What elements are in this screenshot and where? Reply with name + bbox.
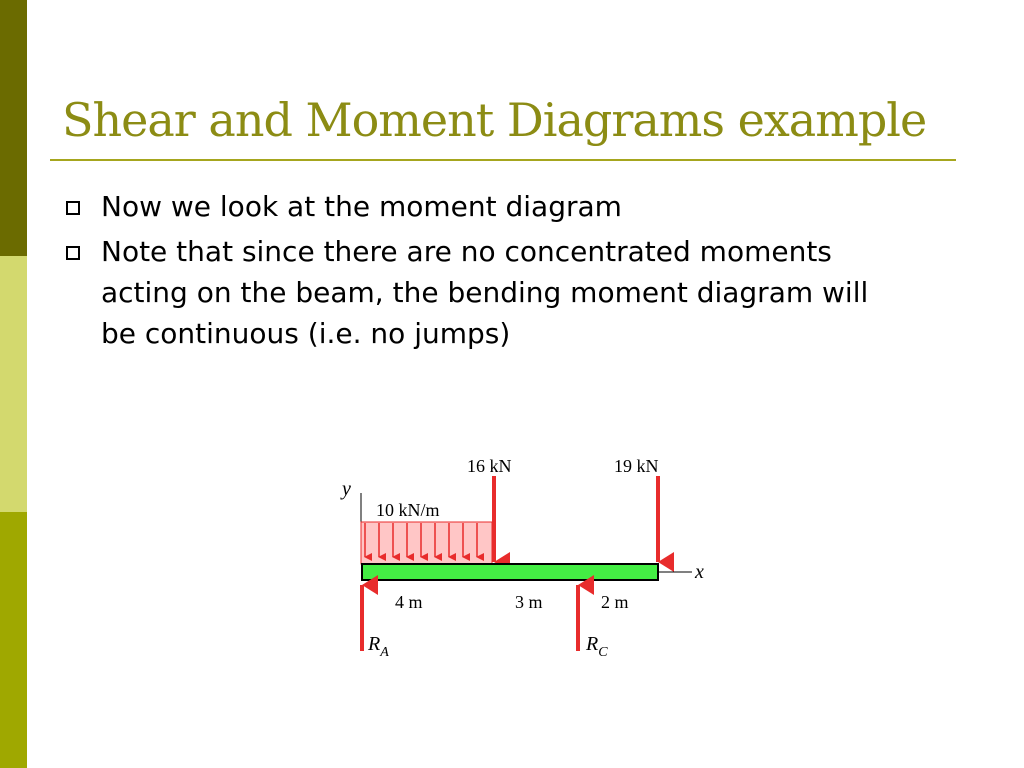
distributed-load-block xyxy=(361,522,492,564)
beam xyxy=(362,564,658,580)
bullet-list xyxy=(66,186,886,358)
bullet-text: Now we look at the moment diagram xyxy=(101,190,622,223)
sidebar-olive-band xyxy=(0,512,27,768)
distributed-load-label: 10 kN/m xyxy=(376,500,440,520)
reaction-c-subscript: C xyxy=(598,645,608,660)
span-label-c: 2 m xyxy=(601,592,629,612)
reaction-a-subscript: A xyxy=(380,645,389,660)
point-load-2-label: 19 kN xyxy=(614,456,659,476)
x-axis-label: x xyxy=(695,561,704,583)
slide-title: Shear and Moment Diagrams example xyxy=(62,93,927,147)
y-axis-label: y xyxy=(342,478,351,500)
bullet-item xyxy=(66,231,886,354)
reaction-c-symbol: R xyxy=(586,633,599,655)
hollow-square-bullet-icon xyxy=(66,246,80,260)
beam-loading-diagram xyxy=(330,445,730,670)
hollow-square-bullet-icon xyxy=(66,201,80,215)
point-load-1-label: 16 kN xyxy=(467,456,512,476)
span-label-b: 3 m xyxy=(515,592,543,612)
sidebar-dark-band xyxy=(0,0,27,256)
sidebar-light-band xyxy=(0,256,27,512)
reaction-a-symbol: R xyxy=(368,633,381,655)
reaction-a-label xyxy=(367,633,389,660)
bullet-text: Note that since there are no concentrated moments acting on the beam, the bending moment diagram will be continuous (i.e. no jumps) xyxy=(101,235,869,350)
reaction-c-label xyxy=(585,633,608,660)
span-label-a: 4 m xyxy=(395,592,423,612)
bullet-item xyxy=(66,186,886,227)
title-divider xyxy=(50,159,956,161)
